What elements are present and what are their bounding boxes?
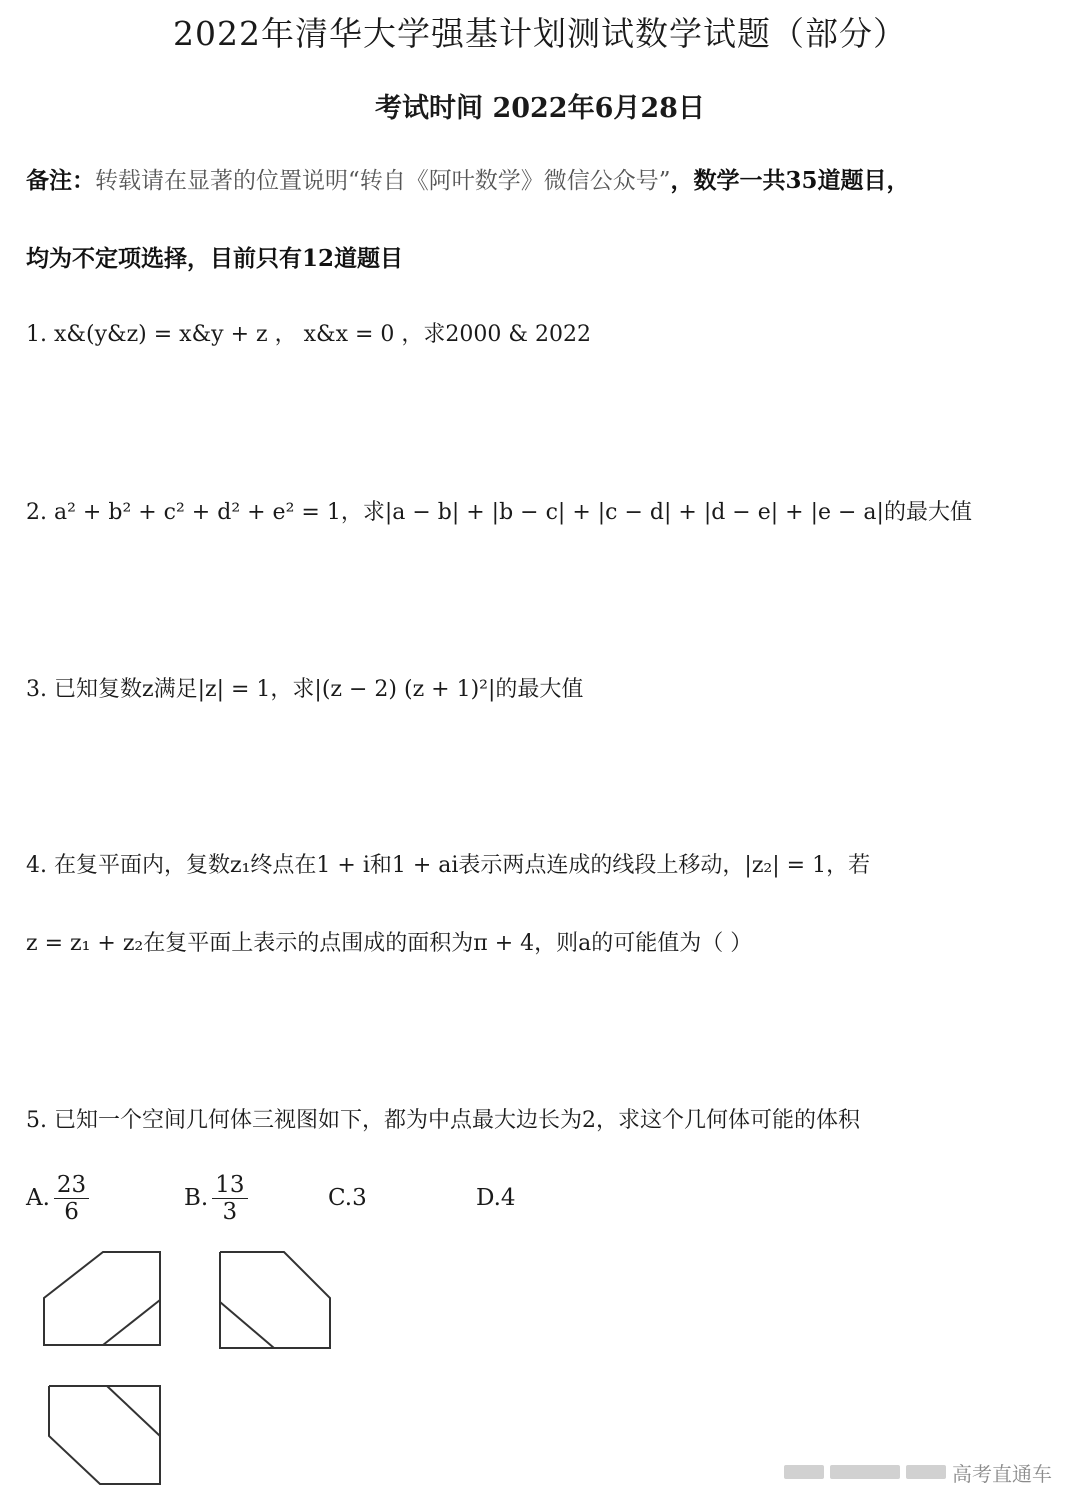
- question-text: 已知一个空间几何体三视图如下，都为中点最大边长为2，求这个几何体可能的体积: [54, 1108, 860, 1133]
- question-4: [26, 851, 1056, 881]
- option-b: [184, 1168, 248, 1228]
- note-type-text: 均为不定项选择，目前只有12道题目: [26, 245, 404, 272]
- option-c: C.3: [328, 1185, 367, 1211]
- three-view-diagram: [0, 1240, 360, 1500]
- question-number: 3.: [26, 677, 47, 702]
- blurred-avatar: [784, 1465, 824, 1479]
- option-a-label: A.: [26, 1185, 50, 1211]
- option-a-denominator: 6: [64, 1198, 79, 1225]
- blurred-name: [830, 1465, 900, 1479]
- question-5: [26, 1106, 1056, 1136]
- question-text: 在复平面内，复数z₁终点在1 + i和1 + ai表示两点连成的线段上移动，|z₂| = 1，若: [54, 853, 871, 878]
- option-d: D.4: [476, 1185, 516, 1211]
- question-number: 2.: [26, 500, 47, 525]
- question-2: [26, 498, 1056, 528]
- exam-time: 考试时间 2022年6月28日: [375, 93, 705, 124]
- option-b-label: B.: [184, 1185, 209, 1211]
- question-text: 已知复数z满足|z| = 1，求|(z − 2) (z + 1)²|的最大值: [54, 677, 584, 702]
- top-view: [49, 1386, 160, 1484]
- option-a-fraction: [54, 1172, 89, 1225]
- question-number: 1.: [26, 322, 47, 347]
- note-repost-text: 转载请在显著的位置说明“转自《阿叶数学》微信公众号”: [95, 168, 671, 194]
- note-line-1: [26, 166, 1056, 196]
- question-number: 4.: [26, 853, 47, 878]
- question-text: x&(y&z) = x&y + z ， x&x = 0 ，求2000 & 2022: [54, 322, 591, 347]
- question-4-line-2: z = z₁ + z₂在复平面上表示的点围成的面积为π + 4，则a的可能值为（ ）: [26, 931, 753, 956]
- side-view: [220, 1252, 330, 1348]
- watermark-text: 高考直通车: [952, 1461, 1052, 1486]
- option-a-numerator: 23: [54, 1172, 89, 1199]
- blurred-icon: [906, 1465, 946, 1479]
- question-3: [26, 675, 1056, 705]
- answer-options: [26, 1168, 626, 1228]
- note-label: 备注：: [26, 167, 95, 194]
- question-number: 5.: [26, 1108, 47, 1133]
- option-a: [26, 1168, 89, 1228]
- watermark: [752, 1456, 1052, 1488]
- note-line-2: [26, 244, 1056, 274]
- question-1: [26, 320, 1056, 350]
- option-b-fraction: [212, 1172, 247, 1225]
- note-count-text: ，数学一共35道题目，: [670, 167, 910, 194]
- option-b-denominator: 3: [222, 1198, 238, 1225]
- question-text: a² + b² + c² + d² + e² = 1，求|a − b| + |b − c| + |c − d| + |d − e| + |e − a|的最大值: [54, 500, 972, 525]
- front-view: [44, 1252, 160, 1345]
- option-b-numerator: 13: [212, 1172, 247, 1199]
- page-title: 2022年清华大学强基计划测试数学试题（部分）: [173, 14, 907, 53]
